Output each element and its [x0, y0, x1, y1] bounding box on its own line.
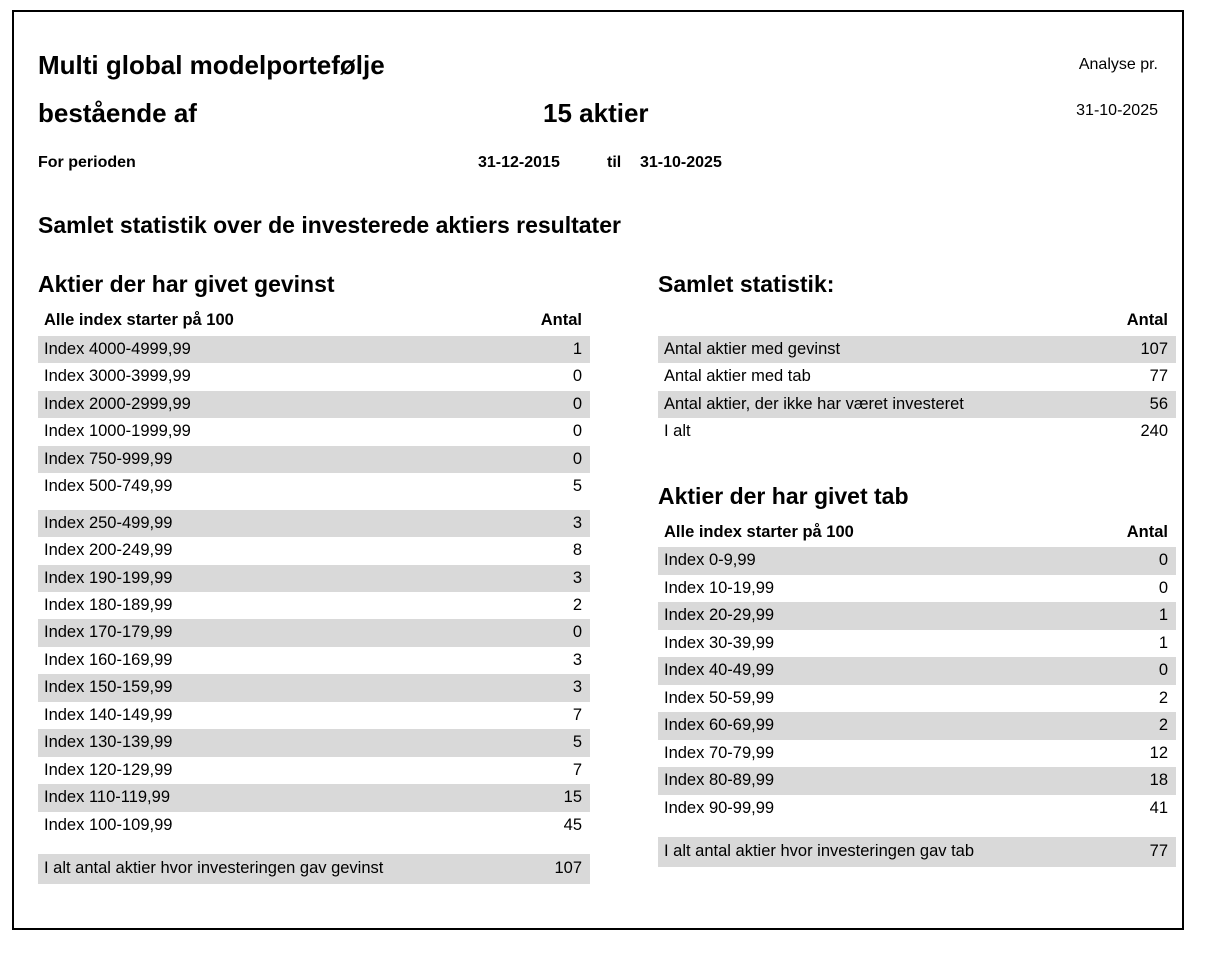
samlet-column — [658, 272, 1176, 867]
row-label: Index 50-59,99 — [658, 685, 1070, 712]
table-row — [38, 702, 590, 729]
table-row — [658, 712, 1176, 739]
row-label: Index 170-179,99 — [38, 619, 484, 646]
row-label: Index 500-749,99 — [38, 473, 484, 500]
row-value: 41 — [1070, 795, 1176, 822]
row-value: 12 — [1070, 740, 1176, 767]
row-label: Index 10-19,99 — [658, 575, 1070, 602]
samlet-col-antal: Antal — [1126, 311, 1168, 330]
row-label: Index 70-79,99 — [658, 740, 1070, 767]
table-row — [38, 418, 590, 445]
gevinst-title: Aktier der har givet gevinst — [38, 271, 335, 297]
row-label: Index 4000-4999,99 — [38, 336, 484, 363]
row-label: Index 80-89,99 — [658, 767, 1070, 794]
tab-table — [658, 519, 1176, 867]
row-value: 8 — [484, 537, 590, 564]
table-header-row — [658, 519, 1176, 547]
row-value: 3 — [484, 565, 590, 592]
row-value: 3 — [484, 510, 590, 537]
table-row — [38, 537, 590, 564]
table-row — [38, 363, 590, 390]
row-value: 0 — [484, 418, 590, 445]
row-value: 2 — [484, 592, 590, 619]
row-value: 1 — [1070, 602, 1176, 629]
table-row — [658, 740, 1176, 767]
row-value: 0 — [484, 363, 590, 390]
table-row — [658, 767, 1176, 794]
analysis-date: 31-10-2025 — [1076, 102, 1158, 119]
row-value: 0 — [484, 446, 590, 473]
page-title-line2: bestående af — [38, 98, 197, 128]
table-spacer — [38, 501, 590, 510]
row-label: Index 160-169,99 — [38, 647, 484, 674]
row-label: Index 200-249,99 — [38, 537, 484, 564]
table-row — [658, 547, 1176, 574]
row-label: Index 750-999,99 — [38, 446, 484, 473]
table-row — [38, 674, 590, 701]
row-label: Index 110-119,99 — [38, 784, 484, 811]
row-value: 7 — [484, 702, 590, 729]
row-value: 1 — [484, 336, 590, 363]
table-header-row — [658, 307, 1176, 335]
table-row — [38, 757, 590, 784]
analysis-label: Analyse pr. — [1078, 56, 1158, 73]
row-value: 45 — [484, 812, 590, 839]
table-row — [658, 657, 1176, 684]
table-row — [658, 336, 1176, 363]
total-label: I alt antal aktier hvor investeringen gav gevinst — [38, 854, 484, 883]
document-page — [12, 10, 1184, 930]
row-label: Index 190-199,99 — [38, 565, 484, 592]
row-value: 0 — [1070, 657, 1176, 684]
samlet-col-blank — [658, 307, 1070, 335]
samlet-title: Samlet statistik: — [658, 271, 835, 297]
page-title-line1: Multi global modelportefølje — [38, 50, 385, 80]
table-row — [658, 418, 1176, 445]
row-label: Antal aktier, der ikke har været investeret — [658, 391, 1070, 418]
table-row — [38, 592, 590, 619]
table-row — [658, 363, 1176, 390]
gevinst-total-row — [38, 854, 590, 883]
row-label: Index 100-109,99 — [38, 812, 484, 839]
tab-col-index: Alle index starter på 100 — [664, 522, 854, 541]
section-title: Samlet statistik over de investerede aktiers resultater — [38, 212, 621, 238]
table-row — [38, 473, 590, 500]
stock-count: 15 aktier — [543, 98, 649, 128]
tab-total-row — [658, 837, 1176, 866]
gevinst-col-index: Alle index starter på 100 — [44, 311, 234, 330]
table-row — [658, 685, 1176, 712]
row-label: Index 3000-3999,99 — [38, 363, 484, 390]
total-label: I alt antal aktier hvor investeringen gav tab — [658, 837, 1070, 866]
table-row — [38, 729, 590, 756]
gevinst-col-antal: Antal — [540, 311, 582, 330]
table-header-row — [38, 307, 590, 335]
row-label: Index 130-139,99 — [38, 729, 484, 756]
row-label: Index 180-189,99 — [38, 592, 484, 619]
row-value: 0 — [484, 391, 590, 418]
period-separator: til — [607, 154, 622, 171]
row-value: 1 — [1070, 630, 1176, 657]
row-value: 15 — [484, 784, 590, 811]
row-value: 0 — [484, 619, 590, 646]
table-row — [658, 391, 1176, 418]
gevinst-table — [38, 307, 590, 883]
row-value: 18 — [1070, 767, 1176, 794]
row-label: Index 140-149,99 — [38, 702, 484, 729]
row-label: Index 150-159,99 — [38, 674, 484, 701]
row-label: Index 20-29,99 — [658, 602, 1070, 629]
row-label: Index 120-129,99 — [38, 757, 484, 784]
gevinst-column — [38, 272, 590, 884]
row-value: 0 — [1070, 547, 1176, 574]
row-label: Index 250-499,99 — [38, 510, 484, 537]
row-label: Index 40-49,99 — [658, 657, 1070, 684]
table-row — [38, 565, 590, 592]
row-label: Antal aktier med tab — [658, 363, 1070, 390]
row-value: 7 — [484, 757, 590, 784]
table-row — [658, 630, 1176, 657]
row-value: 107 — [1070, 336, 1176, 363]
tab-col-antal: Antal — [1126, 522, 1168, 541]
table-row — [38, 812, 590, 839]
period-start-date: 31-12-2015 — [478, 154, 560, 171]
table-spacer — [658, 822, 1176, 837]
document-body — [38, 32, 1168, 912]
table-row — [658, 575, 1176, 602]
column-gap — [658, 446, 1176, 484]
table-spacer — [38, 839, 590, 854]
row-label: Index 60-69,99 — [658, 712, 1070, 739]
row-label: Index 0-9,99 — [658, 547, 1070, 574]
row-value: 56 — [1070, 391, 1176, 418]
table-row — [38, 784, 590, 811]
row-label: Index 90-99,99 — [658, 795, 1070, 822]
row-label: Antal aktier med gevinst — [658, 336, 1070, 363]
row-value: 77 — [1070, 363, 1176, 390]
total-value: 77 — [1070, 837, 1176, 866]
period-label: For perioden — [38, 154, 136, 171]
tab-title: Aktier der har givet tab — [658, 482, 909, 509]
table-row — [38, 446, 590, 473]
row-label: I alt — [658, 418, 1070, 445]
row-value: 3 — [484, 647, 590, 674]
row-label: Index 1000-1999,99 — [38, 418, 484, 445]
row-value: 2 — [1070, 685, 1176, 712]
row-value: 5 — [484, 729, 590, 756]
table-row — [38, 336, 590, 363]
total-value: 107 — [484, 854, 590, 883]
row-label: Index 2000-2999,99 — [38, 391, 484, 418]
table-row — [38, 619, 590, 646]
table-row — [38, 510, 590, 537]
table-row — [38, 647, 590, 674]
table-row — [658, 795, 1176, 822]
row-value: 240 — [1070, 418, 1176, 445]
row-value: 0 — [1070, 575, 1176, 602]
row-value: 2 — [1070, 712, 1176, 739]
table-row — [658, 602, 1176, 629]
row-value: 5 — [484, 473, 590, 500]
samlet-table — [658, 307, 1176, 445]
table-row — [38, 391, 590, 418]
period-end-date: 31-10-2025 — [640, 154, 722, 171]
row-value: 3 — [484, 674, 590, 701]
row-label: Index 30-39,99 — [658, 630, 1070, 657]
